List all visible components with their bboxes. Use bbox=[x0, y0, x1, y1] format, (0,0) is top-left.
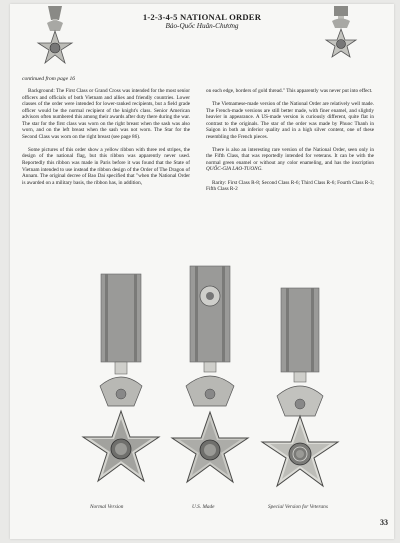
continued-note: continued from page 16 bbox=[22, 76, 76, 82]
caption-us-made: U.S. Made bbox=[192, 504, 215, 510]
rarity-paragraph: Rarity: First Class R-8; Second Class R-6; Third Class R-6; Fourth Class R-3; Fifth Class R-2 bbox=[206, 179, 374, 193]
gold-thread-paragraph: on each edge, borders of gold thread." This apparently was never put into effect. bbox=[206, 88, 373, 94]
caption-normal-version: Normal Version bbox=[90, 504, 124, 510]
caption-special-version: Special Version for Veterans bbox=[268, 504, 328, 510]
inscription-text: QUỐC-GIA LAO-TUONG. bbox=[206, 166, 263, 173]
veterans-text: There is also an interesting rare version of the National Order, seen only in the Fifth Class, that was reportedly intended for veterans. It can be with the normal green enamel or without any color enameling, and has the inscription bbox=[206, 146, 374, 166]
left-column bbox=[22, 88, 190, 193]
right-column bbox=[206, 88, 374, 199]
book-page bbox=[10, 4, 394, 539]
medal-illustration-top-right bbox=[320, 6, 362, 64]
veterans-paragraph bbox=[206, 147, 374, 173]
ribbon-paragraph: Some pictures of this order show a yellow ribbon with three red stripes, the design of the national flag, but this ribbon was apparently never used. Reportedly this ribbon was made in Paris before it was found that the State of Vietnam intended to use instead the ribbon design of the Order of The Dragon of Annam. The original decree of Bao Dai specified that "when the National Order is awarded on a military basis, the ribbon has, in addition, bbox=[22, 146, 190, 186]
page-number: 33 bbox=[380, 518, 388, 527]
medal-illustration-normal bbox=[82, 274, 160, 502]
versions-paragraph: The Vietnamese-made version of the National Order are relatively well made. The French-made versions are still better made, with finer enamel, and slightly heavier in appearance. A US-made version is curiously different, quite flat in contrast to the originals. The star of the order was made by Phuoc Thanh in Saigon in both an inferior quality and in a high silver content, one of these resembling the French pieces. bbox=[206, 101, 374, 140]
medal-illustration-us-made bbox=[170, 266, 250, 502]
medal-illustration-top bbox=[35, 6, 75, 72]
background-paragraph: Background: The First Class or Grand Cross was intended for the most senior officers and officials of both Vietnam and allies and friendly countries. Lower classes of the order were intended for lower-ranked recipients, but a field grade officer would be the normal recipient of the knight's class. Senior American advisors often numbered this among their awards after duty there during the war. The star for the first class was worn on the right breast when the sash was also worn, and on the left breast when the sash was not worn. The Star for the Second Class was worn on the right breast (see page 86). bbox=[22, 88, 190, 140]
page-title: 1-2-3-4-5 NATIONAL ORDER bbox=[142, 12, 262, 22]
page-subtitle: Bảo-Quốc Huân-Chương bbox=[165, 22, 239, 30]
medal-illustration-veterans bbox=[260, 288, 340, 502]
